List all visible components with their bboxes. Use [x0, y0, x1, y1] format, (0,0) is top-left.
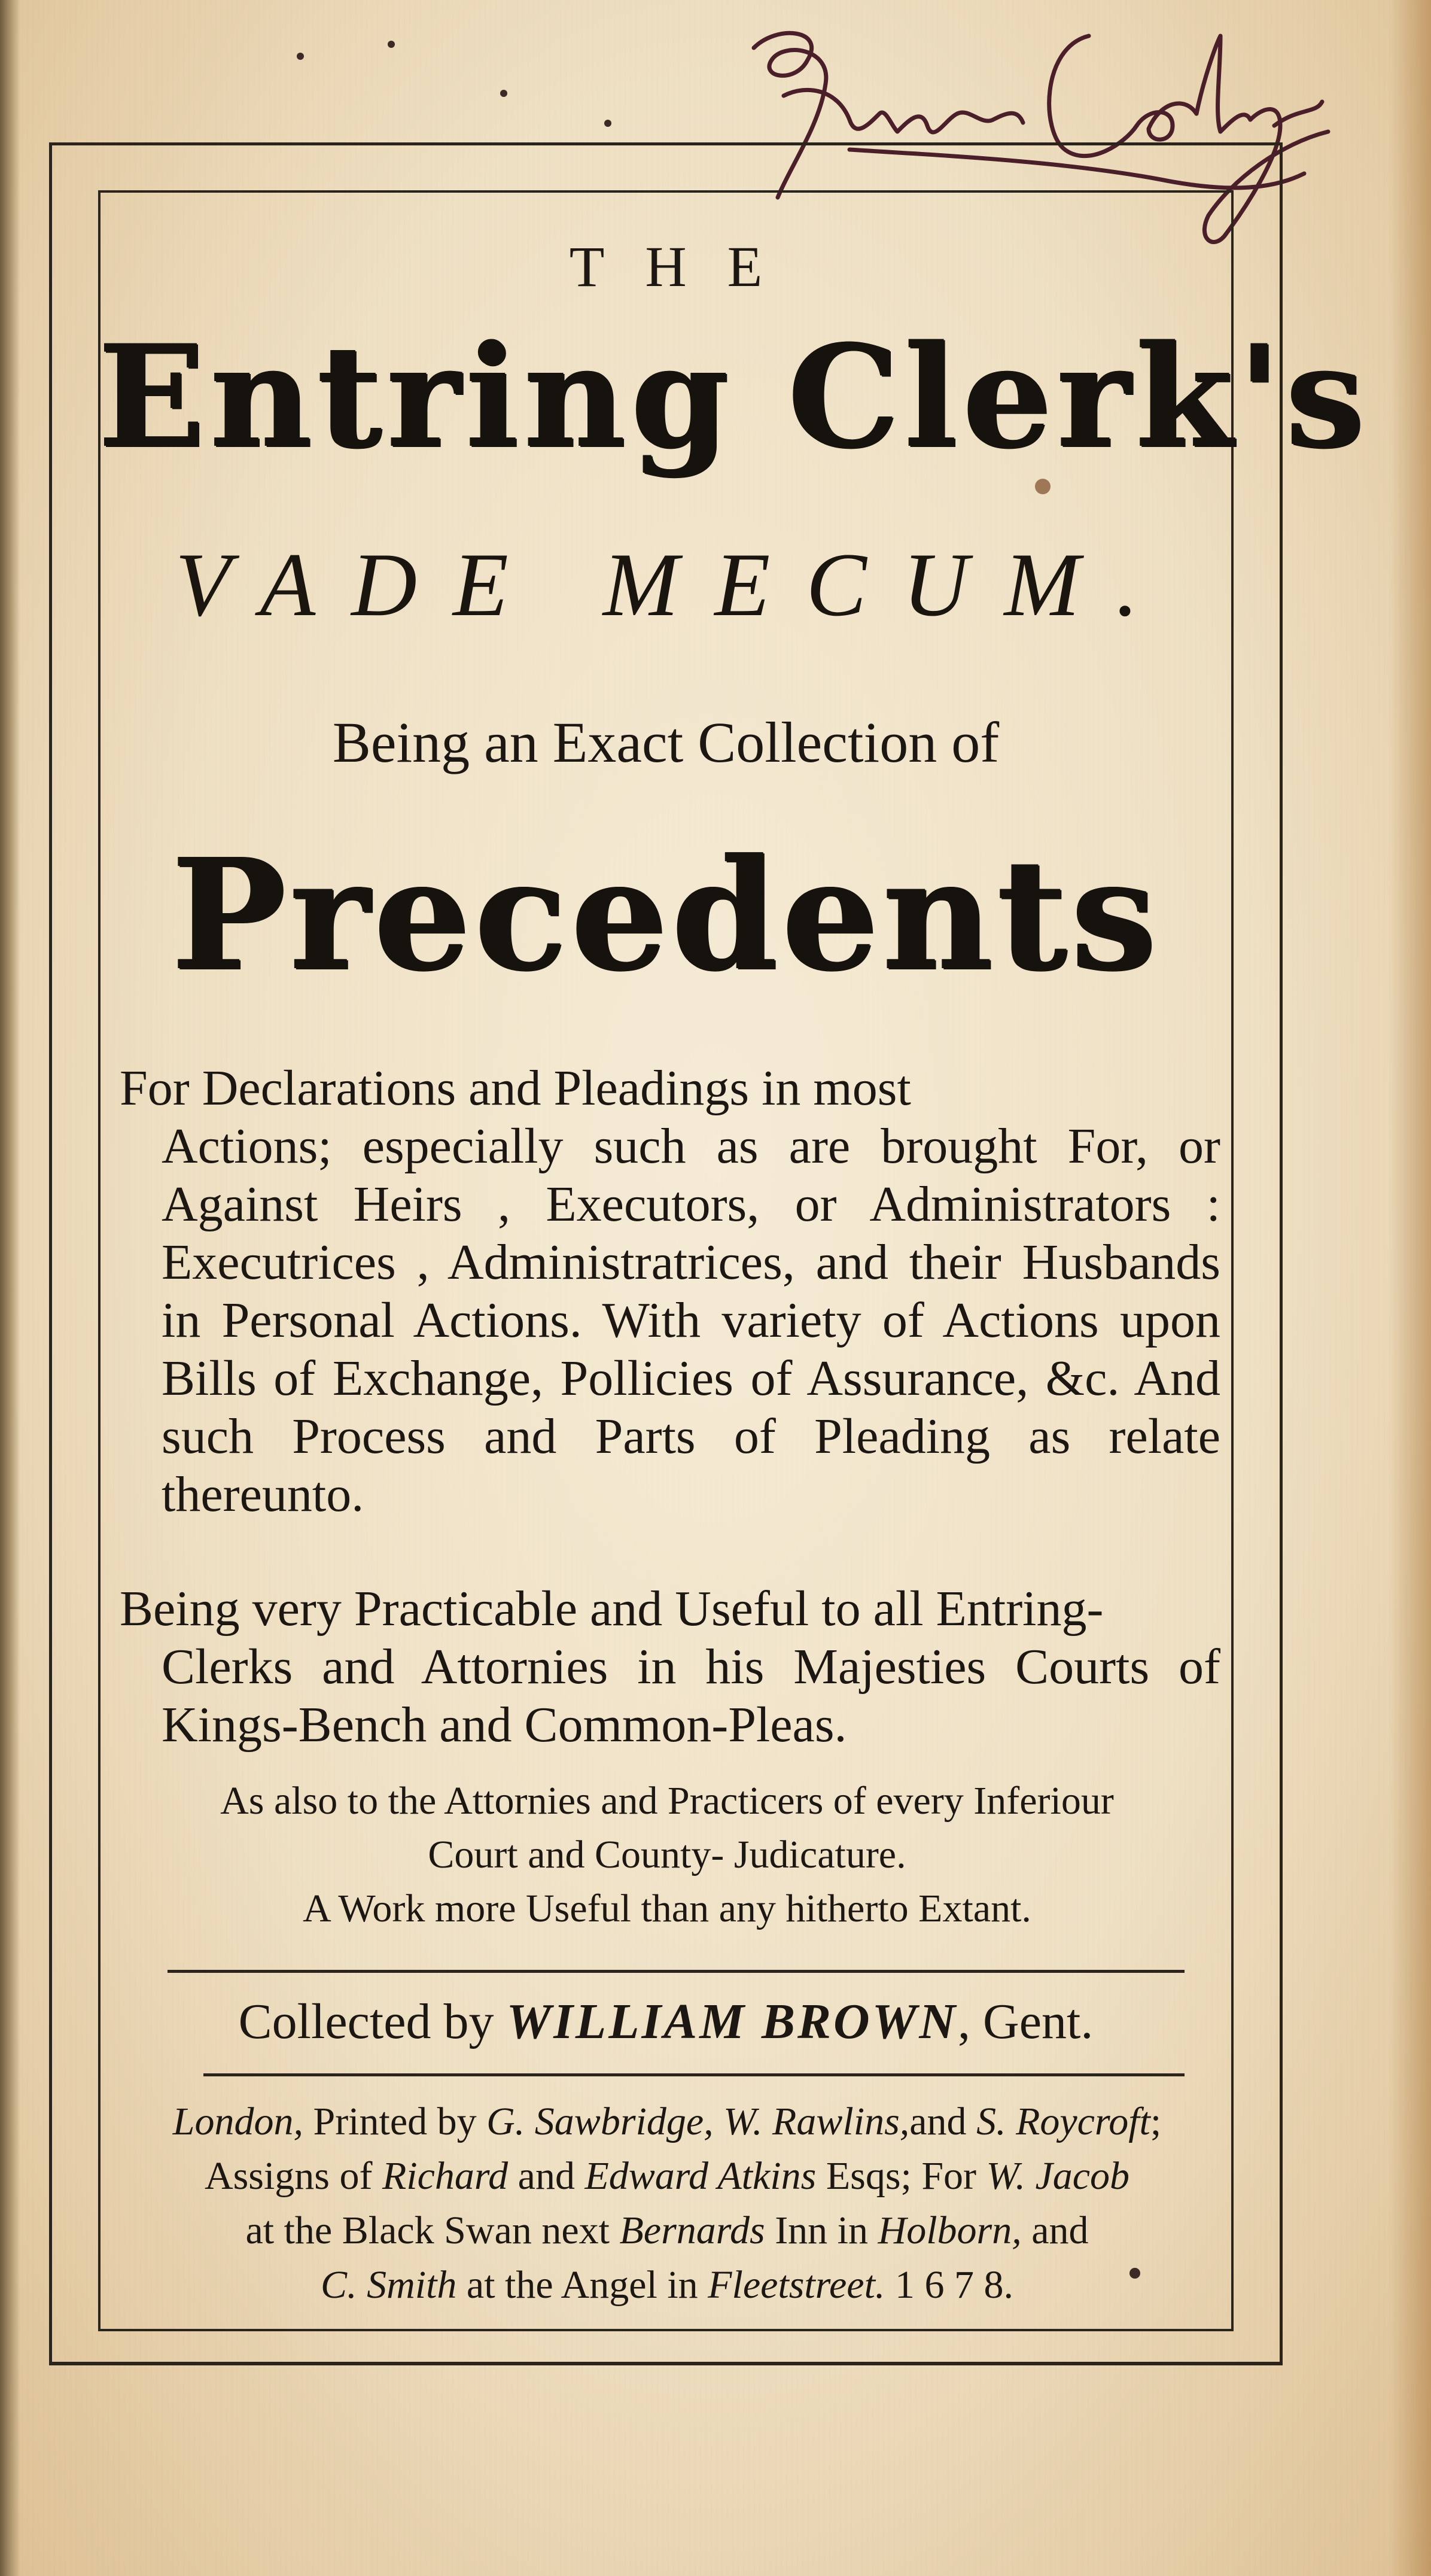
author-name: WILLIAM BROWN	[506, 1994, 958, 2049]
imprint-holborn: Holborn,	[878, 2209, 1022, 2252]
description-body: Actions; especially such as are brought For, or Against Heirs , Executors, or Administrators : Executrices , Administratrices, and their Husbands in Personal Actions. With variety of Actions upon Bills of Exchange, Pollicies of Assurance, &c. And such Process and Parts of Pleading as relate thereunto.	[162, 1118, 1220, 1522]
also-line-2: Court and County- Judicature.	[428, 1833, 906, 1877]
imprint-printed-by: Printed by	[303, 2100, 487, 2143]
also-line-1: As also to the Attornies and Practicers of every Inferiour	[220, 1779, 1114, 1823]
description-paragraph	[120, 1059, 1220, 1523]
page-edge-left	[0, 0, 20, 2576]
imprint-roycroft: S. Roycroft	[976, 2100, 1150, 2143]
imprint-bernards: Bernards	[619, 2209, 765, 2252]
author-line	[98, 1993, 1234, 2051]
imprint-semicolon: ;	[1150, 2100, 1162, 2143]
author-suffix: , Gent.	[958, 1994, 1094, 2049]
imprint-smith: C. Smith	[321, 2263, 457, 2307]
imprint-year: 1 6 7 8.	[885, 2263, 1013, 2307]
imprint-printers: G. Sawbridge, W. Rawlins,	[486, 2100, 910, 2143]
imprint-black-swan: at the Black Swan next	[245, 2209, 620, 2252]
imprint-and-3: and	[1021, 2209, 1089, 2252]
description-first-line: For Declarations and Pleadings in most	[120, 1060, 911, 1116]
title-main: Entring Clerk's	[98, 314, 1370, 479]
imprint-line-1	[114, 2094, 1220, 2149]
practicable-body: Clerks and Attornies in his Majesties Courts of Kings-Bench and Common-Pleas.	[162, 1639, 1220, 1753]
also-paragraph	[114, 1774, 1220, 1936]
ink-speck	[297, 53, 304, 60]
imprint-richard: Richard	[382, 2154, 509, 2198]
page-edge-right	[1389, 0, 1431, 2576]
divider-rule-bottom	[203, 2073, 1185, 2076]
imprint-and-2: and	[508, 2154, 585, 2198]
ink-speck	[604, 120, 611, 127]
imprint-angel: at the Angel in	[456, 2263, 708, 2307]
practicable-first-line: Being very Practicable and Useful to all Entring-	[120, 1581, 1104, 1637]
title-precedents: Precedents	[171, 826, 1161, 1005]
imprint-jacob: W. Jacob	[986, 2154, 1130, 2198]
subtitle-line: Being an Exact Collection of	[332, 710, 1000, 774]
imprint-and: and	[909, 2100, 977, 2143]
imprint-edward-atkins: Edward Atkins	[584, 2154, 817, 2198]
imprint-esqs: Esqs; For	[816, 2154, 987, 2198]
practicable-paragraph	[120, 1580, 1220, 1754]
imprint-inn-in: Inn in	[765, 2209, 878, 2252]
ink-speck	[388, 41, 395, 48]
title-subtitle: VADE MECUM.	[175, 534, 1175, 635]
divider-rule-top	[168, 1970, 1185, 1973]
ink-speck	[500, 90, 507, 97]
imprint	[114, 2094, 1220, 2312]
also-line-3: A Work more Useful than any hitherto Extant.	[303, 1887, 1031, 1930]
imprint-fleetstreet: Fleetstreet.	[708, 2263, 885, 2307]
imprint-line-2	[114, 2149, 1220, 2203]
imprint-line-4	[114, 2258, 1220, 2312]
title-the: THE	[569, 235, 803, 299]
imprint-london: London,	[172, 2100, 303, 2143]
imprint-assigns: Assigns of	[204, 2154, 382, 2198]
collected-prefix: Collected by	[238, 1994, 494, 2049]
imprint-line-3	[114, 2203, 1220, 2258]
